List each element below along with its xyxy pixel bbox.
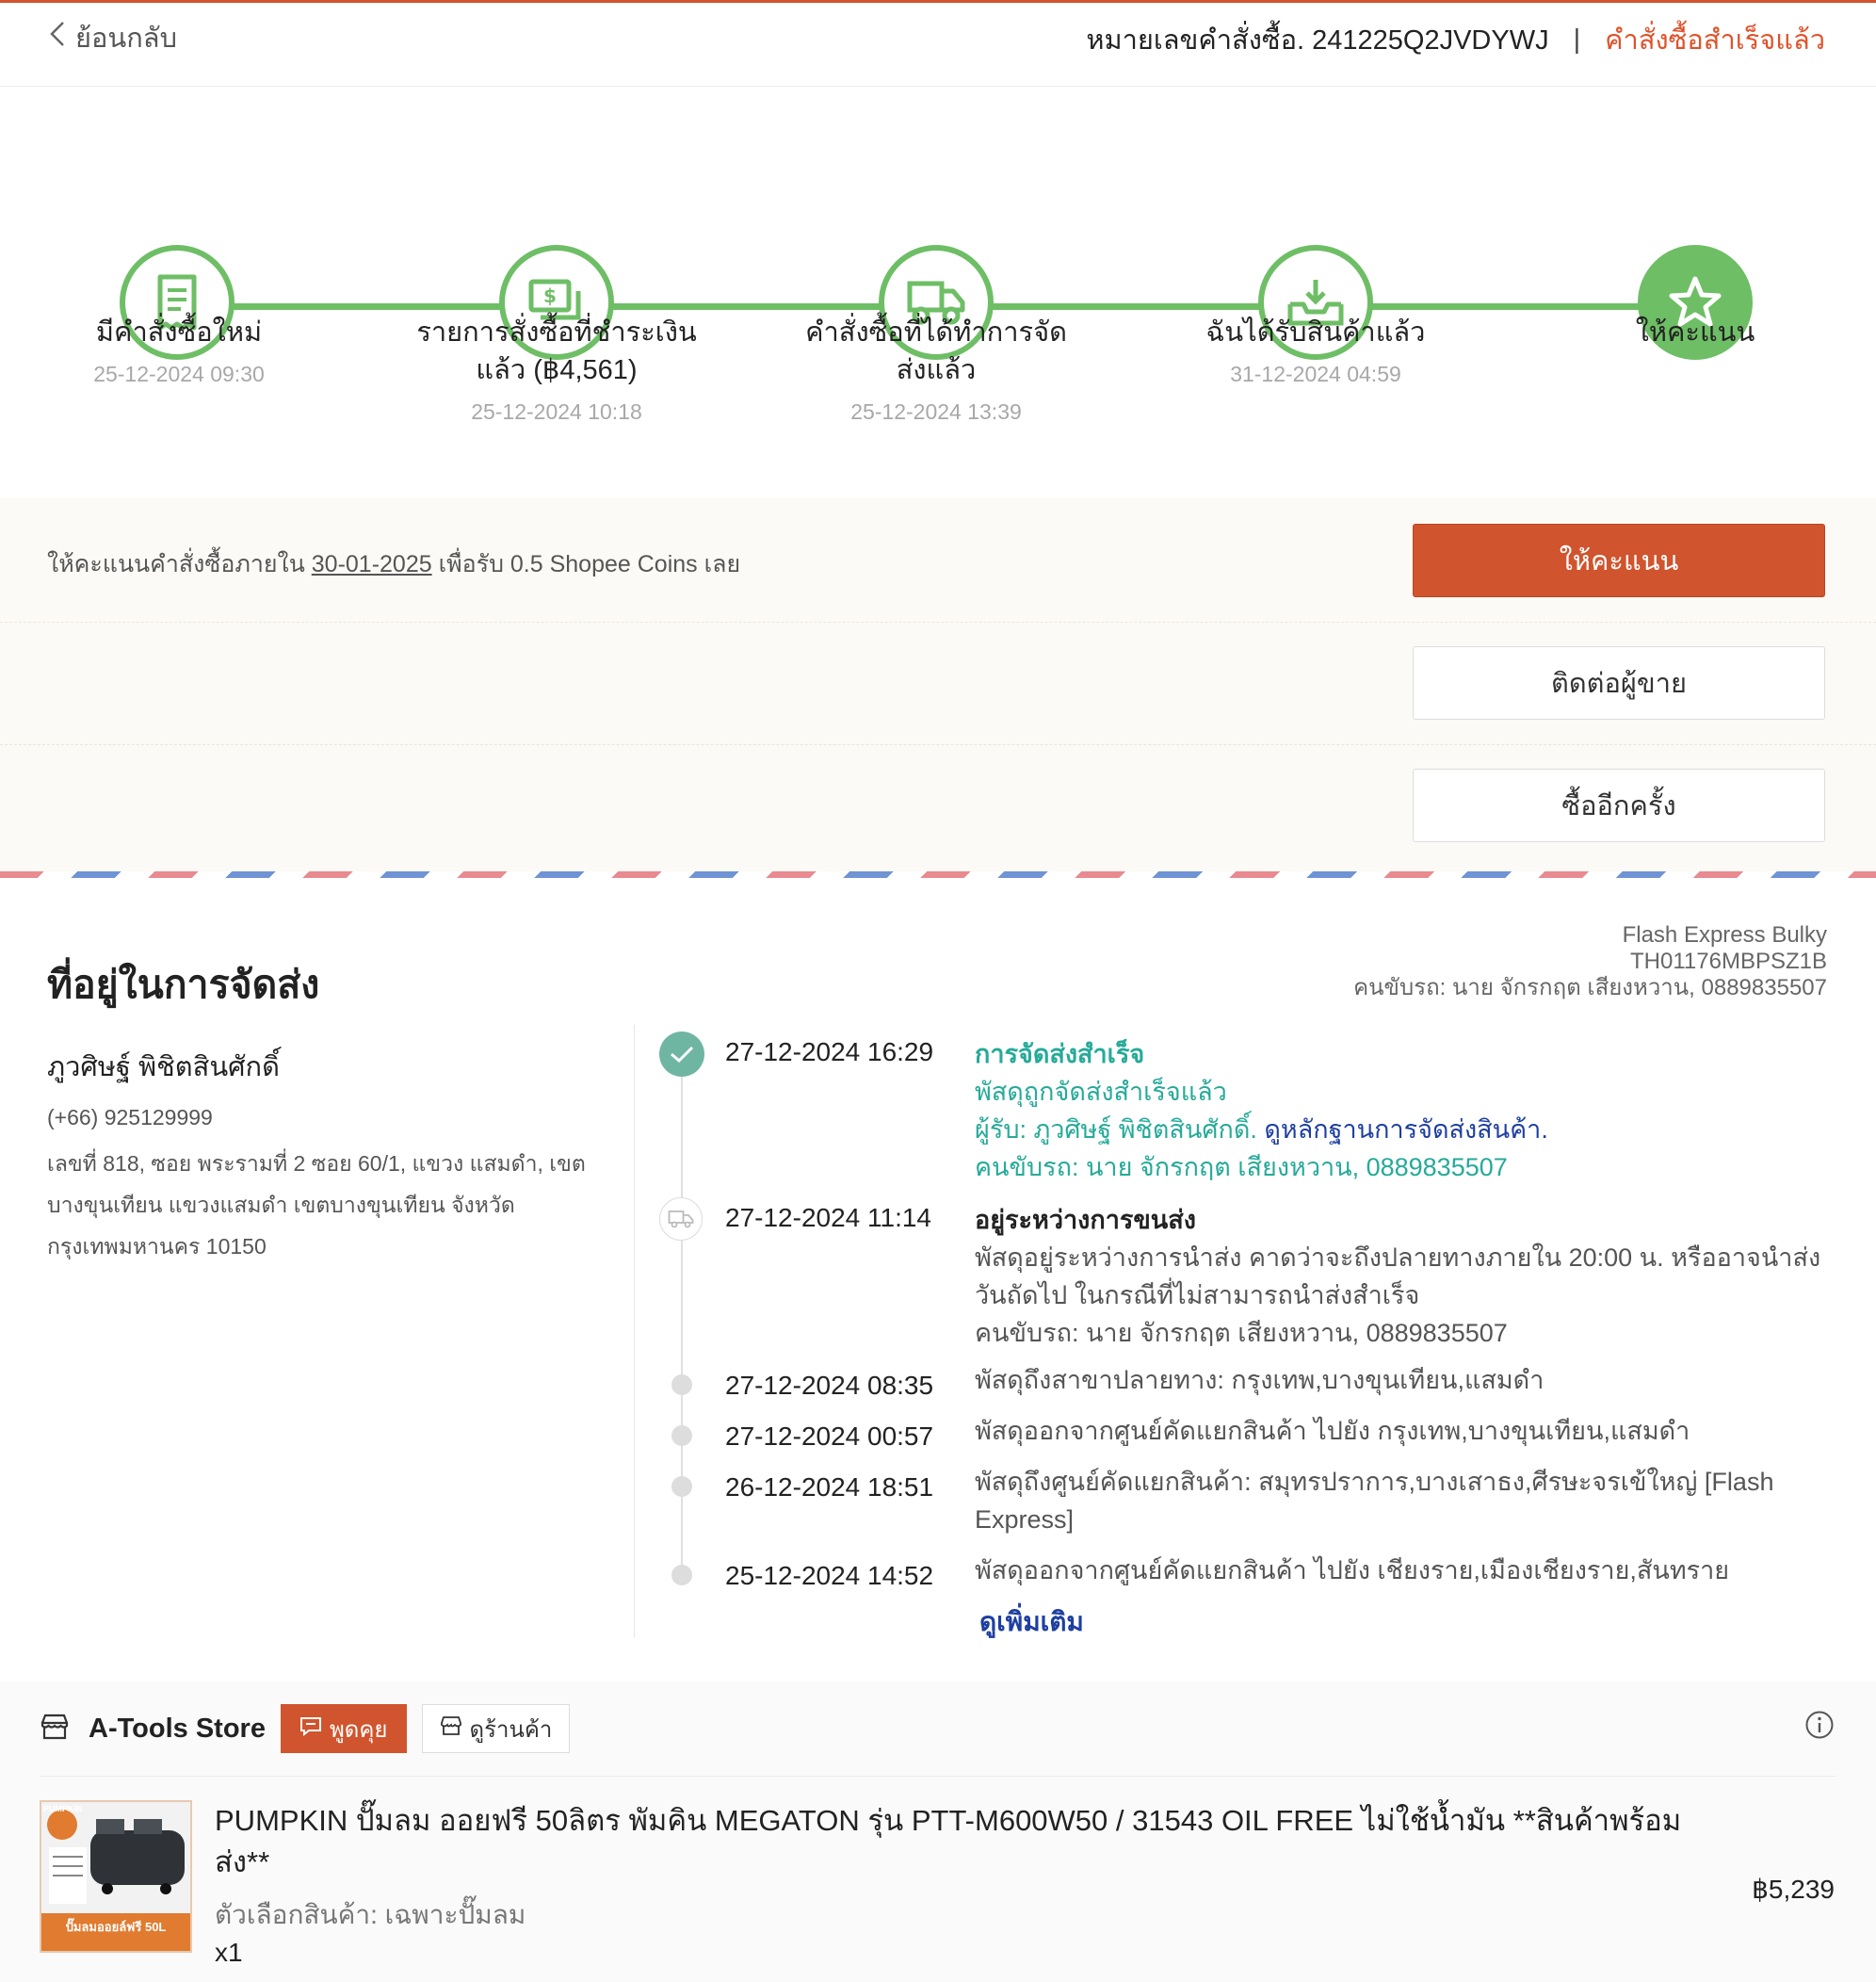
back-label: ย้อนกลับ [75, 24, 177, 54]
delivery-proof-link[interactable]: ดูหลักฐานการจัดส่งสินค้า. [1264, 1115, 1548, 1144]
carrier-driver: คนขับรถ: นาย จักรกฤต เสียงหวาน, 0889835507 [1353, 975, 1827, 1000]
recipient-address [47, 1143, 612, 1267]
rate-deadline: 30-01-2025 [311, 551, 432, 577]
timeline-time: 27-12-2024 11:14 [725, 1203, 931, 1232]
timeline-event [975, 1463, 1822, 1538]
step-label-shipped-line2: ส่งแล้ว [896, 355, 977, 385]
timeline-time: 27-12-2024 16:29 [725, 1037, 934, 1066]
timeline-event: พัสดุออกจากศูนย์คัดแยกสินค้า ไปยัง กรุงเทพ,บางขุนเทียน,แสมดำ [975, 1417, 1690, 1445]
step-label-paid-line2: แล้ว (฿4,561) [476, 355, 638, 385]
product-price: ฿5,239 [1752, 1875, 1835, 1904]
step-time-shipped: 25-12-2024 13:39 [850, 399, 1022, 424]
contact-seller-button[interactable]: ติดต่อผู้ขาย [1413, 646, 1825, 720]
shop-name[interactable]: A-Tools Store [89, 1713, 266, 1744]
timeline-time: 27-12-2024 00:57 [725, 1422, 934, 1451]
shop-section [0, 1681, 1876, 1982]
order-actions-panel [0, 498, 1876, 871]
step-label-new-order: มีคำสั่งซื้อใหม่ [95, 317, 263, 348]
timeline-event: พัสดุออกจากศูนย์คัดแยกสินค้า ไปยัง เชียงราย,เมืองเชียงราย,สันทราย [975, 1556, 1730, 1584]
step-time-new-order: 25-12-2024 09:30 [93, 362, 265, 386]
shop-divider [40, 1776, 1836, 1777]
timeline-dot [671, 1425, 692, 1446]
see-more-link[interactable]: ดูเพิ่มเติม [979, 1607, 1084, 1636]
address-line: กรุงเทพมหานคร 10150 [47, 1234, 267, 1259]
order-number: หมายเลขคำสั่งซื้อ. 241225Q2JVDYWJ [1086, 25, 1549, 56]
actions-divider [0, 744, 1876, 745]
step-time-received: 31-12-2024 04:59 [1230, 362, 1401, 386]
chevron-left-icon [47, 20, 68, 56]
address-divider [634, 1025, 635, 1637]
timeline-event-delivered [975, 1035, 1822, 1186]
buy-again-button[interactable]: ซื้ออีกครั้ง [1413, 769, 1825, 842]
airmail-border [0, 871, 1876, 878]
svg-text:$: $ [543, 284, 557, 307]
product-title-line: ส่ง** [215, 1845, 270, 1878]
carrier-name: Flash Express Bulky [1622, 922, 1827, 948]
timeline-detail: พัสดุถูกจัดส่งสำเร็จแล้ว [975, 1078, 1227, 1106]
view-shop-button[interactable] [422, 1704, 571, 1753]
order-status: คำสั่งซื้อสำเร็จแล้ว [1605, 25, 1825, 56]
info-icon[interactable] [1804, 1710, 1835, 1745]
timeline-time: 25-12-2024 14:52 [725, 1561, 934, 1590]
rate-prefix: ให้คะแนนคำสั่งซื้อภายใน [47, 551, 305, 577]
step-label-rate: ให้คะแนน [1635, 317, 1755, 348]
step-label-shipped: คำสั่งซื้อที่ได้ทำการจัด [805, 317, 1067, 348]
step-label-paid: รายการสั่งซื้อที่ชำระเงิน [416, 317, 697, 348]
chat-icon [299, 1715, 322, 1743]
timeline-title: การจัดส่งสำเร็จ [975, 1040, 1145, 1068]
product-variant: ตัวเลือกสินค้า: เฉพาะปั๊มลม [215, 1900, 526, 1929]
store-icon [440, 1715, 462, 1743]
shipping-address-title: ที่อยู่ในการจัดส่ง [47, 963, 320, 1006]
check-icon [659, 1032, 704, 1077]
product-title[interactable] [215, 1800, 1712, 1883]
timeline-title: อยู่ระหว่างการขนส่ง [975, 1206, 1196, 1234]
rate-reminder [47, 545, 740, 583]
address-line: บางขุนเทียน แขวงแสมดำ เขตบางขุนเทียน จังหวัด [47, 1193, 515, 1217]
back-button[interactable] [47, 16, 177, 59]
timeline-dot [671, 1374, 692, 1395]
timeline-detail: พัสดุอยู่ระหว่างการนำส่ง คาดว่าจะถึงปลายทางภายใน 20:00 น. หรืออาจนำส่ง [975, 1243, 1821, 1272]
timeline-receiver-row [975, 1111, 1822, 1148]
order-progress-stepper [0, 88, 1876, 496]
rate-suffix: เพื่อรับ 0.5 Shopee Coins เลย [438, 551, 741, 577]
tracking-number: TH01176MBPSZ1B [1630, 949, 1827, 974]
timeline-detail: Express] [975, 1505, 1075, 1534]
rate-button[interactable]: ให้คะแนน [1413, 524, 1825, 597]
recipient-phone: (+66) 925129999 [47, 1105, 213, 1129]
timeline-dot [671, 1565, 692, 1585]
product-image-caption: ปั๊มลมออยล์ฟรี 50L [65, 1920, 167, 1934]
timeline-dot [671, 1476, 692, 1497]
timeline-time: 27-12-2024 08:35 [725, 1371, 934, 1400]
chat-button[interactable] [281, 1704, 407, 1753]
timeline-driver: คนขับรถ: นาย จักรกฤต เสียงหวาน, 0889835507 [975, 1319, 1508, 1347]
product-image-brand: PUMPKIN [43, 1804, 83, 1813]
timeline-time: 26-12-2024 18:51 [725, 1472, 934, 1502]
recipient-name: ภูวศิษฐ์ พิชิตสินศักดิ์ [47, 1052, 280, 1082]
step-label-received: ฉันได้รับสินค้าแล้ว [1205, 317, 1426, 348]
product-quantity: x1 [215, 1938, 243, 1967]
top-bar [0, 3, 1876, 87]
timeline-driver: คนขับรถ: นาย จักรกฤต เสียงหวาน, 0889835507 [975, 1153, 1508, 1181]
timeline-receiver: ผู้รับ: ภูวศิษฐ์ พิชิตสินศักดิ์. [975, 1115, 1257, 1144]
actions-divider [0, 622, 1876, 623]
product-image[interactable] [40, 1800, 192, 1953]
shop-header [40, 1704, 570, 1753]
store-icon [40, 1713, 70, 1746]
timeline-detail: วันถัดไป ในกรณีที่ไม่สามารถนำส่งสำเร็จ [975, 1281, 1420, 1309]
chat-button-label: พูดคุย [329, 1716, 388, 1743]
carrier-info [1353, 922, 1827, 1001]
address-line: เลขที่ 818, ซอย พระรามที่ 2 ซอย 60/1, แขวง แสมดำ, เขต [47, 1151, 586, 1176]
view-shop-button-label: ดูร้านค้า [469, 1716, 553, 1743]
header-separator: | [1573, 24, 1581, 55]
step-time-paid: 25-12-2024 10:18 [471, 399, 642, 424]
timeline-event-in-transit [975, 1201, 1822, 1352]
timeline-event: พัสดุถึงสาขาปลายทาง: กรุงเทพ,บางขุนเทียน,แสมดำ [975, 1366, 1544, 1394]
truck-icon [659, 1197, 703, 1241]
product-title-line: PUMPKIN ปั๊มลม ออยฟรี 50ลิตร พัมคิน MEGATON รุ่น PTT-M600W50 / 31543 OIL FREE ไม่ใช้น้ำมัน **สินค้าพร้อม [215, 1804, 1682, 1837]
timeline-detail: พัสดุถึงศูนย์คัดแยกสินค้า: สมุทรปราการ,บางเสาธง,ศีรษะจรเข้ใหญ่ [Flash [975, 1468, 1774, 1496]
timeline-line [681, 1067, 683, 1576]
order-header-info [1086, 18, 1825, 61]
